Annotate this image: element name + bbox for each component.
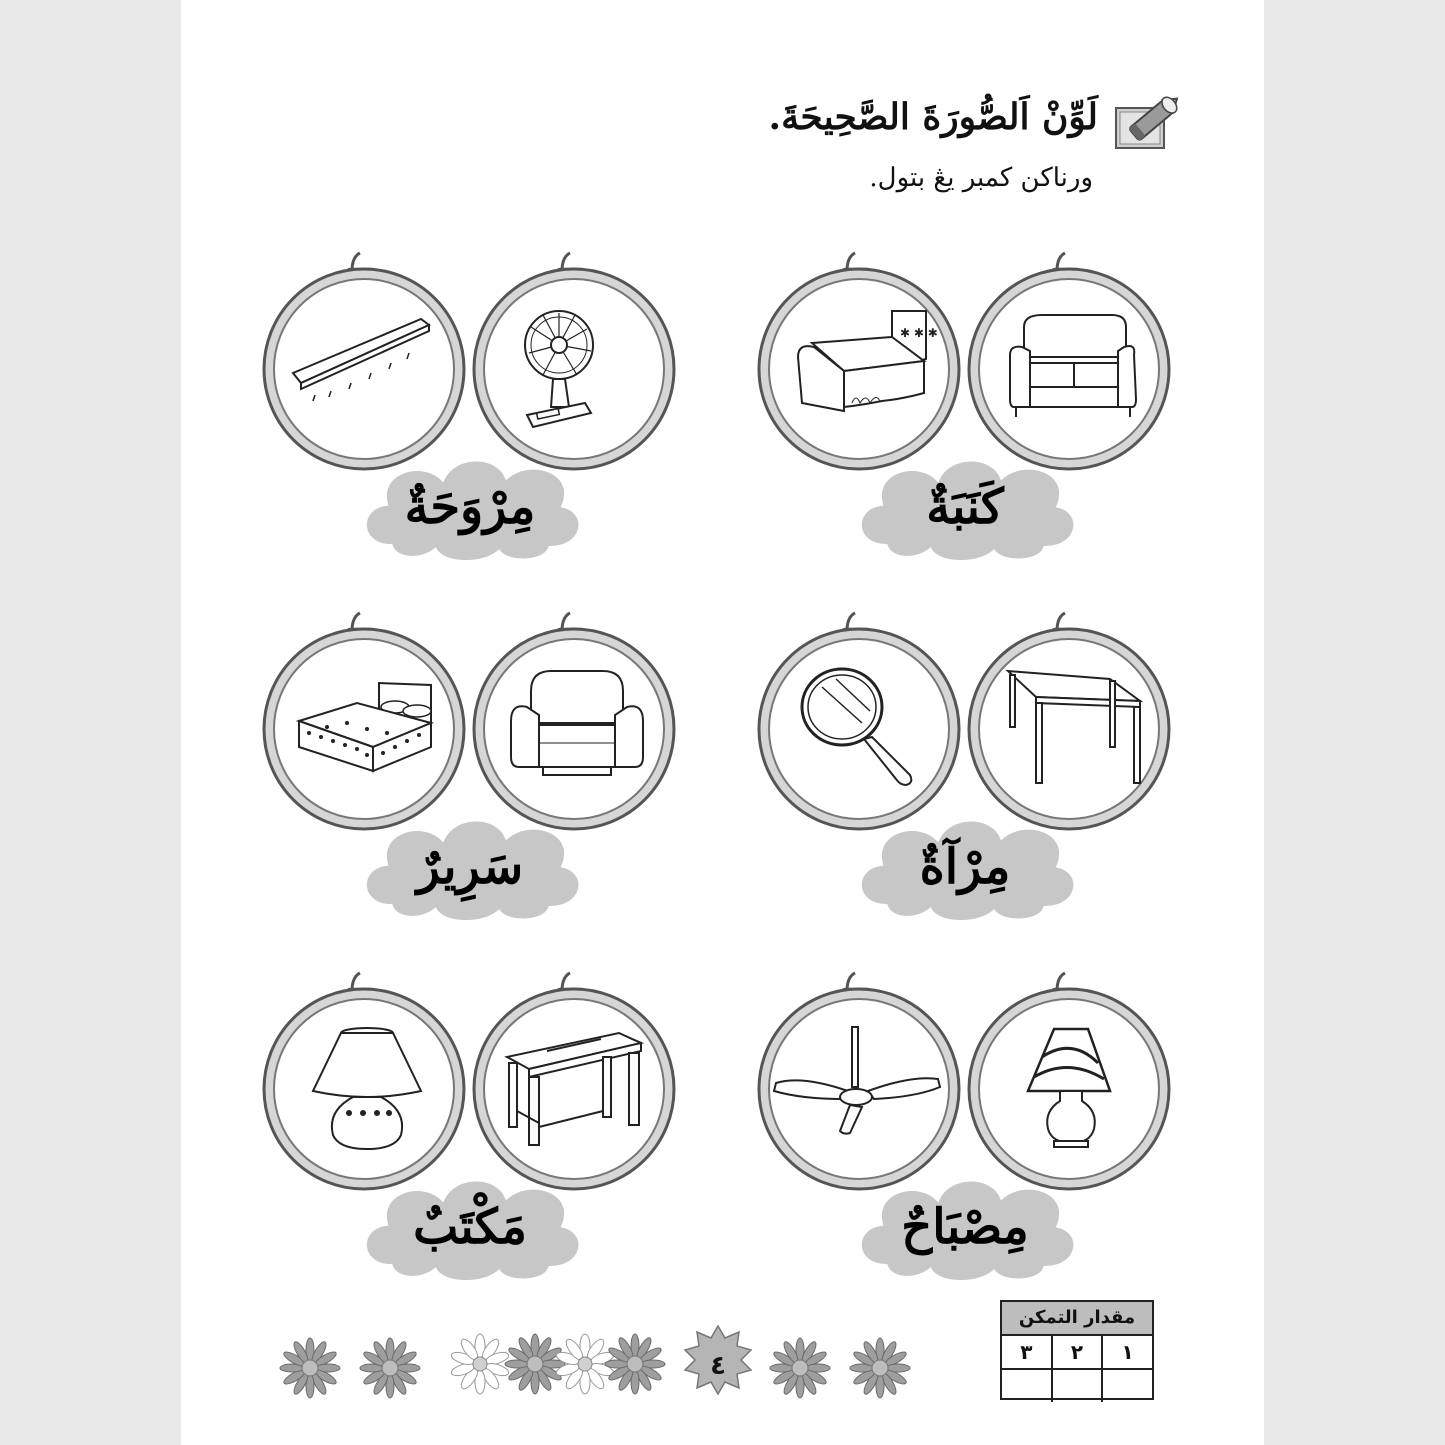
ceiling-fan-icon xyxy=(792,1027,932,1147)
picture-choice[interactable] xyxy=(260,605,474,825)
picture-choice[interactable] xyxy=(470,245,684,465)
table-lamp-icon xyxy=(1002,1027,1142,1147)
mastery-checkbox[interactable] xyxy=(1002,1370,1051,1402)
item-word: مَكْتَبٌ xyxy=(413,1199,527,1255)
sofa-icon xyxy=(1002,307,1142,427)
item-word: مِرْآةٌ xyxy=(919,839,1011,895)
item-group-2 xyxy=(260,245,680,585)
picture-choice[interactable] xyxy=(965,965,1179,1185)
double-bed-icon xyxy=(297,667,437,787)
mastery-checkbox[interactable] xyxy=(1051,1370,1102,1402)
item-word: مِرْوَحَةٌ xyxy=(404,479,536,535)
mastery-level-label: ١ xyxy=(1101,1336,1152,1368)
picture-choice[interactable] xyxy=(965,605,1179,825)
picture-choice[interactable] xyxy=(755,965,969,1185)
item-group-1 xyxy=(755,245,1175,585)
item-group-4 xyxy=(260,605,680,945)
bed-icon xyxy=(792,307,938,427)
picture-choice[interactable] xyxy=(755,245,969,465)
item-word: كَنَبَةٌ xyxy=(926,479,1004,535)
instruction-subtitle: ورناکن کمبر يڠ بتول. xyxy=(869,163,1093,193)
pencil-icon xyxy=(1114,88,1186,150)
item-word: مِصْبَاحٌ xyxy=(901,1199,1029,1255)
mastery-level-label: ٣ xyxy=(1020,1340,1033,1364)
desk-fan-icon xyxy=(507,307,647,427)
table-icon xyxy=(1002,667,1142,787)
picture-choice[interactable] xyxy=(470,605,684,825)
hand-mirror-icon xyxy=(792,667,932,787)
instruction-title: لَوِّنْ اَلصُّورَةَ الصَّحِيحَةَ. xyxy=(768,96,1098,138)
picture-choice[interactable] xyxy=(260,965,474,1185)
fluorescent-lamp-icon xyxy=(297,307,437,427)
mastery-checkbox-row xyxy=(1002,1370,1152,1402)
desk-icon xyxy=(507,1027,647,1147)
flower-border xyxy=(275,1322,935,1402)
item-group-3 xyxy=(755,605,1175,945)
item-group-5 xyxy=(755,965,1175,1305)
picture-choice[interactable] xyxy=(260,245,474,465)
vase-lamp-icon xyxy=(297,1027,437,1147)
mastery-level-table xyxy=(1000,1300,1154,1400)
item-word: سَرِيرٌ xyxy=(416,839,524,895)
picture-choice[interactable] xyxy=(965,245,1179,465)
mastery-level-labels xyxy=(1002,1336,1152,1370)
picture-choice[interactable] xyxy=(755,605,969,825)
mastery-level-label: ٢ xyxy=(1051,1336,1102,1368)
picture-choice[interactable] xyxy=(470,965,684,1185)
svg-text:✱ ✱ ✱: ✱ ✱ ✱ xyxy=(900,326,938,340)
mastery-checkbox[interactable] xyxy=(1101,1370,1152,1402)
item-group-6 xyxy=(260,965,680,1305)
mastery-title: مقدار التمكن xyxy=(1002,1302,1152,1336)
page-number: ٤ xyxy=(710,1351,726,1381)
armchair-icon xyxy=(507,667,647,787)
